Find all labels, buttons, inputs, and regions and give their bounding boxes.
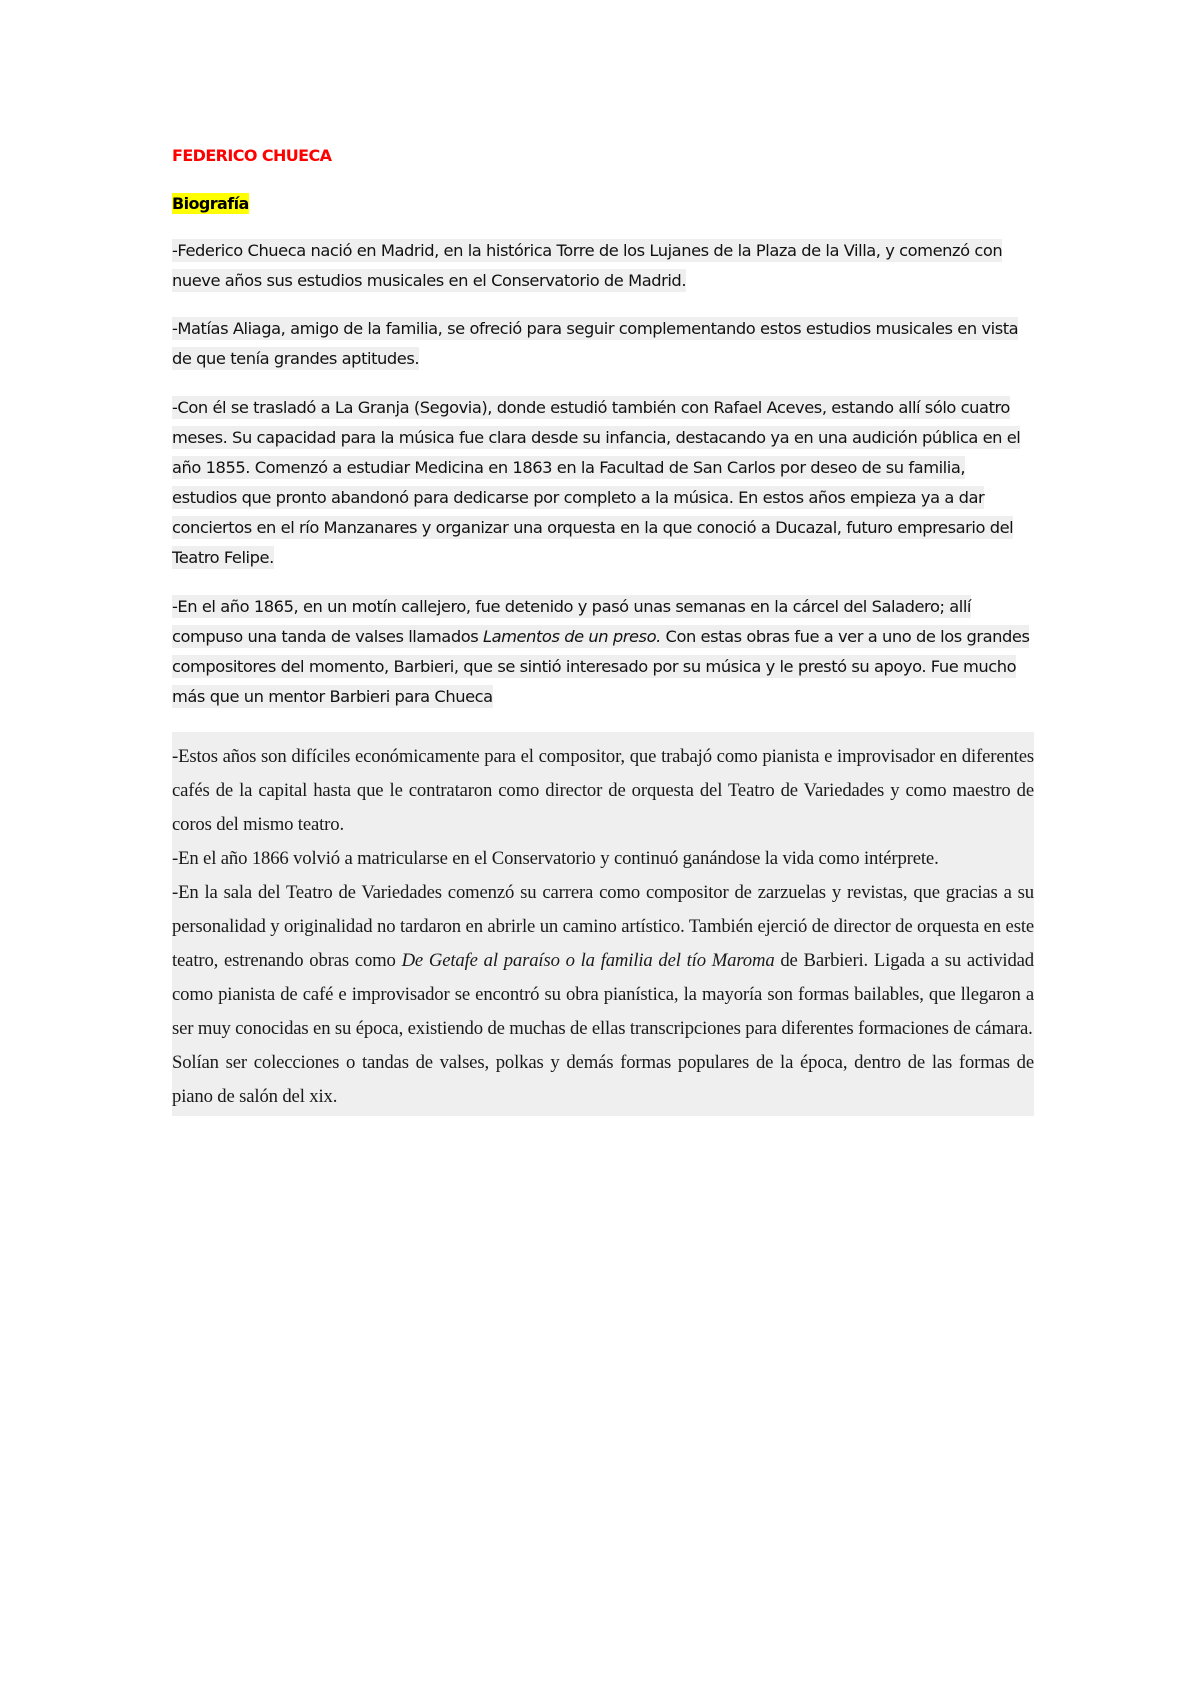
document-body (172, 144, 1034, 1116)
paragraph-difficult-years: -Estos años son difíciles económicamente para el compositor, que trabajó como pianista e improvisador en diferentes cafés de la capital hasta que le contrataron como director de orquesta del Teatro de Variedades y como maestro de coros del mismo teatro. (172, 746, 1034, 835)
paragraph-saladero-text-a: -En el año 1865, en un motín callejero, fue detenido y pasó unas semanas en la cárcel del Saladero; allí compuso una tanda de valses llamados (172, 597, 971, 646)
document-title: FEDERICO CHUECA (172, 146, 332, 165)
paragraph-collections: Solían ser colecciones o tandas de valses, polkas y demás formas populares de la época, dentro de las formas de piano de salón del xix. (172, 1052, 1034, 1107)
section-heading-label: Biografía (172, 194, 249, 213)
paragraph-birth-text: -Federico Chueca nació en Madrid, en la histórica Torre de los Lujanes de la Plaza de la Villa, y comenzó con nueve años sus estudios musicales en el Conservatorio de Madrid. (172, 241, 1003, 290)
paragraph-birth (172, 236, 1034, 296)
paragraph-variedades (172, 876, 1034, 1046)
paragraph-aliaga-text: -Matías Aliaga, amigo de la familia, se ofreció para seguir complementando estos estudios musicales en vista de que tenía grandes aptitudes. (172, 319, 1019, 368)
shaded-text-block (172, 732, 1034, 1116)
paragraph-granja-text: -Con él se trasladó a La Granja (Segovia), donde estudió también con Rafael Aceves, estando allí sólo cuatro meses. Su capacidad para la música fue clara desde su infancia, destacando ya en una audición pública en el año 1855. Comenzó a estudiar Medicina en 1863 en la Facultad de San Carlos por deseo de su familia, estudios que pronto abandonó para dedicarse por completo a la música. En estos años empieza ya a dar conciertos en el río Manzanares y organizar una orquesta en la que conoció a Ducazal, futuro empresario del Teatro Felipe. (172, 398, 1021, 567)
paragraph-saladero (172, 592, 1034, 712)
section-heading (172, 192, 1034, 216)
paragraph-granja (172, 393, 1034, 573)
paragraph-aliaga (172, 314, 1034, 374)
paragraph-saladero-box (172, 595, 1029, 708)
work-title-lamentos: Lamentos de un preso. (483, 627, 661, 646)
paragraph-variedades-text-a: -En la sala del Teatro de Variedades comenzó su carrera como compositor de zarzuelas y revistas, que gracias a su personalidad y originalidad no tardaron en abrirle un camino artístico. También ejerció de director de orquesta en este teatro, estrenando obras como (172, 882, 1034, 971)
paragraph-variedades-text-b: de Barbieri. Ligada a su actividad como pianista de café e improvisador se encontró su obra pianística, la mayoría son formas bailables, que llegaron a ser muy conocidas en su época, existiendo de muchas de ellas transcripciones para diferentes formaciones de cámara. (172, 950, 1034, 1039)
paragraph-conservatory-return: -En el año 1866 volvió a matricularse en el Conservatorio y continuó ganándose la vida como intérprete. (172, 848, 939, 869)
work-title-getafe: De Getafe al paraíso o la familia del tío Maroma (401, 950, 775, 971)
paragraph-saladero-text-b: Con estas obras fue a ver a uno de los grandes compositores del momento, Barbieri, que se sintió interesado por su música y le prestó su apoyo. Fue mucho más que un mentor Barbieri para Chueca (172, 627, 1030, 706)
